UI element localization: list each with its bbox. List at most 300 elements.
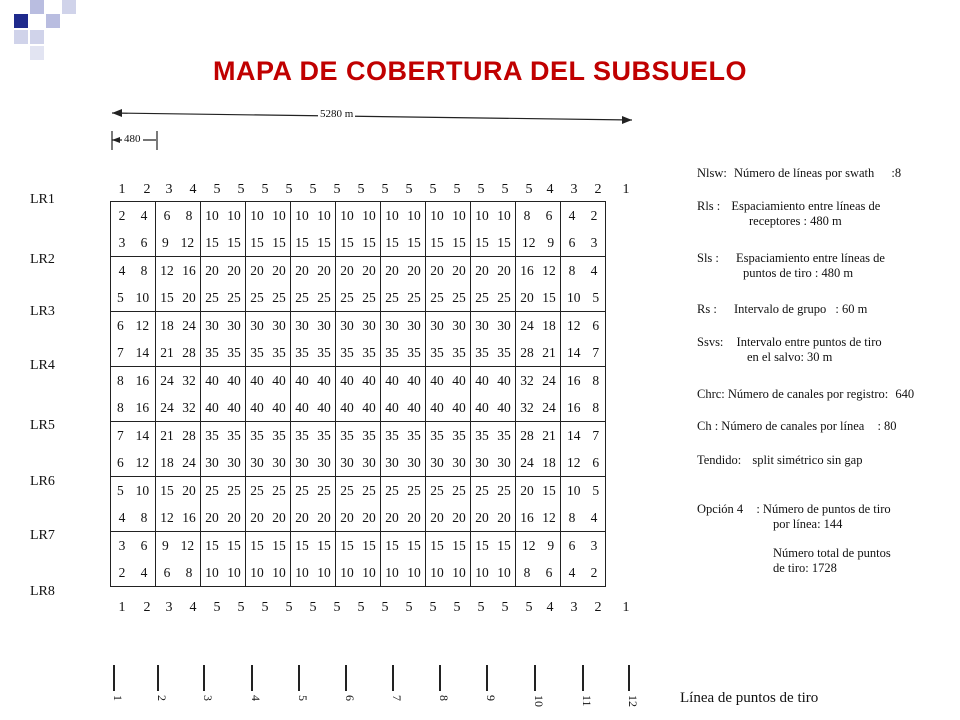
grid-cell [561, 477, 606, 532]
grid-cell [426, 477, 471, 532]
coverage-values: 4 2 [568, 565, 598, 580]
grid-cell [471, 422, 516, 477]
grid-row [111, 202, 606, 257]
legend-value: : 80 [877, 419, 897, 433]
coverage-values: 14 7 [566, 345, 600, 360]
edge-number: 5 [501, 600, 509, 615]
legend-text: Número de líneas por swath [734, 166, 875, 180]
coverage-values: 25 25 [205, 483, 241, 498]
receiver-line-label: LR7 [30, 528, 55, 543]
grid-cell [561, 312, 606, 367]
coverage-values: 32 24 [520, 400, 556, 415]
grid-cell [201, 202, 246, 257]
coverage-values: 18 24 [160, 318, 196, 333]
shot-line-number: 8 [437, 695, 451, 701]
shot-line-marker [113, 665, 127, 713]
coverage-values: 25 25 [295, 483, 331, 498]
coverage-values: 25 25 [385, 483, 421, 498]
legend-text: Chrc: Número de canales por registro: [697, 387, 889, 401]
coverage-values: 10 10 [385, 208, 421, 223]
legend-key: Rs : [697, 302, 717, 316]
shot-line-marker [157, 665, 171, 713]
legend-text: Espaciamiento entre líneas de [736, 251, 885, 265]
coverage-values: 9 12 [161, 235, 195, 250]
shot-line-marker [251, 665, 265, 713]
coverage-values: 40 40 [340, 400, 376, 415]
coverage-values: 35 35 [385, 428, 421, 443]
edge-number: 5 [261, 182, 269, 197]
coverage-values: 40 40 [385, 373, 421, 388]
legend-text: Número total de puntos [773, 546, 891, 560]
coverage-values: 20 20 [295, 263, 331, 278]
edge-number: 5 [429, 182, 437, 197]
coverage-values: 8 4 [568, 510, 598, 525]
edge-number: 1 [118, 182, 126, 197]
coverage-values: 28 21 [520, 428, 556, 443]
grid-cell [471, 257, 516, 312]
shot-line-marker [392, 665, 406, 713]
grid-cell [516, 202, 561, 257]
shot-line-number: 7 [390, 695, 404, 701]
shot-line-caption: Línea de puntos de tiro [680, 690, 819, 706]
receiver-line-label: LR1 [30, 192, 55, 207]
edge-number: 5 [381, 182, 389, 197]
coverage-values: 20 20 [340, 263, 376, 278]
grid-cell [381, 257, 426, 312]
edge-number: 5 [285, 600, 293, 615]
coverage-values: 15 15 [430, 538, 466, 553]
edge-number: 1 [622, 600, 630, 615]
legend-opcion [697, 502, 891, 576]
grid-cell [291, 477, 336, 532]
legend-text: split simétrico sin gap [752, 453, 863, 467]
edge-number: 2 [594, 600, 602, 615]
coverage-values: 7 14 [116, 345, 150, 360]
coverage-values: 15 15 [385, 235, 421, 250]
edge-number: 5 [477, 600, 485, 615]
coverage-values: 20 20 [205, 263, 241, 278]
coverage-values: 25 25 [250, 290, 286, 305]
coverage-values: 4 8 [118, 510, 148, 525]
coverage-values: 35 35 [475, 428, 511, 443]
edge-number: 3 [165, 182, 173, 197]
legend-ch [697, 419, 897, 434]
coverage-values: 15 15 [295, 235, 331, 250]
coverage-values: 40 40 [205, 400, 241, 415]
grid-cell [111, 532, 156, 587]
legend-value: : 60 m [835, 302, 868, 316]
edge-number: 4 [546, 600, 554, 615]
grid-cell [516, 477, 561, 532]
grid-cell [246, 202, 291, 257]
coverage-values: 20 20 [295, 510, 331, 525]
coverage-values: 30 30 [430, 455, 466, 470]
edge-number: 5 [237, 182, 245, 197]
coverage-values: 10 10 [205, 565, 241, 580]
edge-number: 5 [237, 600, 245, 615]
coverage-values: 30 30 [295, 318, 331, 333]
shot-line-marker [439, 665, 453, 713]
shot-line-marker [582, 665, 596, 713]
grid-cell [111, 477, 156, 532]
coverage-values: 35 35 [205, 345, 241, 360]
coverage-values: 35 35 [205, 428, 241, 443]
coverage-values: 5 10 [116, 483, 150, 498]
coverage-values: 8 16 [116, 373, 150, 388]
edge-number: 5 [357, 182, 365, 197]
shot-line-number: 5 [296, 695, 310, 701]
coverage-values: 12 9 [521, 235, 555, 250]
grid-cell [111, 257, 156, 312]
legend-rls [697, 199, 880, 229]
coverage-values: 16 12 [520, 263, 556, 278]
edge-number: 5 [525, 182, 533, 197]
coverage-values: 15 15 [340, 538, 376, 553]
coverage-values: 10 10 [340, 208, 376, 223]
coverage-values: 10 10 [475, 208, 511, 223]
coverage-values: 30 30 [340, 318, 376, 333]
coverage-values: 30 30 [295, 455, 331, 470]
grid-cell [201, 312, 246, 367]
coverage-values: 32 24 [520, 373, 556, 388]
grid-cell [516, 422, 561, 477]
legend-key: Sls : [697, 251, 719, 265]
legend-chrc [697, 387, 914, 402]
coverage-values: 40 40 [475, 373, 511, 388]
legend-rs [697, 302, 867, 317]
legend-text: de tiro: 1728 [773, 561, 837, 575]
grid-row [111, 532, 606, 587]
coverage-values: 40 40 [430, 400, 466, 415]
edge-number: 5 [333, 182, 341, 197]
coverage-values: 9 12 [161, 538, 195, 553]
page-title: MAPA DE COBERTURA DEL SUBSUELO [212, 56, 748, 86]
spacing-label: 480 [124, 133, 141, 145]
coverage-values: 20 20 [475, 263, 511, 278]
coverage-values: 10 5 [566, 290, 600, 305]
coverage-values: 25 25 [250, 483, 286, 498]
shot-line-number: 9 [484, 695, 498, 701]
coverage-values: 20 20 [250, 510, 286, 525]
coverage-values: 15 20 [160, 483, 196, 498]
grid-cell [201, 257, 246, 312]
coverage-values: 12 16 [160, 263, 196, 278]
legend-key: Rls : [697, 199, 721, 213]
shot-line-number: 1 [111, 695, 125, 701]
legend-value: 640 [895, 387, 915, 401]
coverage-values: 10 10 [295, 565, 331, 580]
coverage-values: 8 4 [568, 263, 598, 278]
coverage-values: 10 10 [205, 208, 241, 223]
coverage-values: 40 40 [205, 373, 241, 388]
legend-key: Ssvs: [697, 335, 724, 349]
edge-number: 3 [570, 182, 578, 197]
coverage-values: 20 20 [430, 510, 466, 525]
coverage-values: 15 15 [430, 235, 466, 250]
shot-line-number: 3 [201, 695, 215, 701]
coverage-values: 25 25 [475, 483, 511, 498]
grid-cell [201, 477, 246, 532]
receiver-line-label: LR8 [30, 584, 55, 599]
grid-cell [156, 422, 201, 477]
coverage-values: 5 10 [116, 290, 150, 305]
coverage-values: 8 6 [523, 565, 553, 580]
edge-number: 1 [118, 600, 126, 615]
coverage-values: 16 8 [566, 400, 600, 415]
coverage-values: 35 35 [250, 345, 286, 360]
grid-cell [336, 257, 381, 312]
coverage-values: 12 6 [566, 455, 600, 470]
coverage-values: 10 10 [430, 565, 466, 580]
receiver-line-label: LR6 [30, 474, 55, 489]
edge-number: 5 [501, 182, 509, 197]
grid-cell [291, 202, 336, 257]
coverage-values: 15 15 [250, 538, 286, 553]
grid-cell [381, 312, 426, 367]
edge-number: 2 [143, 600, 151, 615]
coverage-values: 25 25 [430, 483, 466, 498]
coverage-values: 25 25 [295, 290, 331, 305]
legend-key: Nlsw: [697, 166, 727, 180]
coverage-values: 20 20 [250, 263, 286, 278]
legend-nlsw [697, 166, 901, 181]
coverage-values: 40 40 [250, 373, 286, 388]
grid-cell [111, 422, 156, 477]
coverage-values: 35 35 [295, 428, 331, 443]
coverage-values: 2 4 [118, 208, 148, 223]
coverage-values: 10 10 [250, 208, 286, 223]
coverage-values: 30 30 [250, 318, 286, 333]
coverage-values: 24 32 [160, 373, 196, 388]
coverage-values: 12 9 [521, 538, 555, 553]
shot-line-number: 6 [343, 695, 357, 701]
edge-number: 5 [453, 182, 461, 197]
legend-text: por línea: 144 [773, 517, 843, 531]
shot-line-marker [345, 665, 359, 713]
coverage-values: 25 25 [430, 290, 466, 305]
coverage-values: 30 30 [430, 318, 466, 333]
grid-cell [561, 202, 606, 257]
grid-cell [201, 532, 246, 587]
edge-number: 5 [333, 600, 341, 615]
coverage-values: 15 15 [475, 235, 511, 250]
grid-cell [381, 202, 426, 257]
edge-number: 4 [189, 182, 197, 197]
grid-cell [291, 312, 336, 367]
grid-cell [561, 257, 606, 312]
grid-cell [336, 422, 381, 477]
grid-cell [156, 532, 201, 587]
legend-text: Intervalo de grupo [733, 302, 827, 316]
coverage-values: 10 10 [340, 565, 376, 580]
shot-line-number: 4 [249, 695, 263, 701]
grid-cell [111, 367, 156, 422]
coverage-values: 3 6 [118, 538, 148, 553]
coverage-values: 40 40 [430, 373, 466, 388]
grid-cell [381, 477, 426, 532]
coverage-values: 6 8 [163, 208, 193, 223]
coverage-values: 35 35 [430, 345, 466, 360]
coverage-values: 6 8 [163, 565, 193, 580]
grid-cell [291, 257, 336, 312]
coverage-values: 40 40 [295, 373, 331, 388]
coverage-values: 40 40 [340, 373, 376, 388]
coverage-values: 8 6 [523, 208, 553, 223]
edge-number: 5 [381, 600, 389, 615]
coverage-values: 30 30 [475, 318, 511, 333]
coverage-values: 4 8 [118, 263, 148, 278]
grid-cell [516, 532, 561, 587]
grid-cell [381, 367, 426, 422]
coverage-values: 20 20 [475, 510, 511, 525]
edge-number: 3 [165, 600, 173, 615]
coverage-values: 35 35 [430, 428, 466, 443]
coverage-values: 30 30 [205, 318, 241, 333]
grid-cell [336, 367, 381, 422]
edge-number: 5 [285, 182, 293, 197]
edge-number: 5 [477, 182, 485, 197]
edge-number: 5 [309, 182, 317, 197]
coverage-values: 10 10 [430, 208, 466, 223]
coverage-values: 8 16 [116, 400, 150, 415]
grid-cell [156, 312, 201, 367]
grid-cell [516, 257, 561, 312]
coverage-values: 25 25 [385, 290, 421, 305]
coverage-values: 6 3 [568, 235, 598, 250]
coverage-values: 15 15 [205, 235, 241, 250]
coverage-values: 15 15 [205, 538, 241, 553]
coverage-values: 30 30 [205, 455, 241, 470]
grid-cell [516, 367, 561, 422]
grid-cell [471, 202, 516, 257]
coverage-values: 30 30 [385, 455, 421, 470]
grid-cell [426, 202, 471, 257]
legend-sls [697, 251, 885, 281]
grid-cell [156, 257, 201, 312]
coverage-values: 10 10 [385, 565, 421, 580]
grid-cell [336, 202, 381, 257]
coverage-values: 20 15 [520, 290, 556, 305]
grid-cell [426, 257, 471, 312]
legend-value: :8 [891, 166, 902, 180]
coverage-values: 15 15 [340, 235, 376, 250]
coverage-values: 40 40 [250, 400, 286, 415]
grid-cell [471, 367, 516, 422]
coverage-values: 25 25 [340, 483, 376, 498]
edge-number: 5 [261, 600, 269, 615]
legend-text: puntos de tiro : 480 m [743, 266, 854, 280]
grid-cell [201, 422, 246, 477]
coverage-values: 6 12 [116, 318, 150, 333]
shot-line-number: 11 [580, 695, 594, 707]
coverage-values: 10 10 [295, 208, 331, 223]
coverage-values: 35 35 [295, 345, 331, 360]
grid-cell [381, 532, 426, 587]
grid-cell [246, 367, 291, 422]
coverage-values: 7 14 [116, 428, 150, 443]
grid-row [111, 477, 606, 532]
coverage-values: 30 30 [340, 455, 376, 470]
grid-cell [381, 422, 426, 477]
edge-number: 3 [570, 600, 578, 615]
grid-cell [426, 532, 471, 587]
coverage-values: 15 15 [295, 538, 331, 553]
grid-row [111, 312, 606, 367]
coverage-values: 16 12 [520, 510, 556, 525]
coverage-values: 35 35 [340, 428, 376, 443]
grid-cell [471, 477, 516, 532]
coverage-values: 20 20 [430, 263, 466, 278]
grid-cell [111, 312, 156, 367]
coverage-values: 16 8 [566, 373, 600, 388]
grid-cell [426, 312, 471, 367]
legend-ssvs [697, 335, 882, 365]
coverage-values: 35 35 [385, 345, 421, 360]
grid-cell [156, 367, 201, 422]
coverage-values: 15 15 [385, 538, 421, 553]
coverage-values: 21 28 [160, 345, 196, 360]
coverage-values: 3 6 [118, 235, 148, 250]
coverage-values: 12 16 [160, 510, 196, 525]
grid-row [111, 257, 606, 312]
grid-cell [246, 477, 291, 532]
grid-cell [561, 367, 606, 422]
grid-cell [336, 312, 381, 367]
edge-number: 5 [213, 600, 221, 615]
receiver-line-label: LR3 [30, 304, 55, 319]
coverage-values: 25 25 [475, 290, 511, 305]
coverage-values: 30 30 [250, 455, 286, 470]
bottom-edge-numbers [110, 600, 640, 618]
legend-text: receptores : 480 m [749, 214, 842, 228]
top-edge-numbers [110, 182, 640, 200]
grid-cell [561, 422, 606, 477]
grid-cell [336, 477, 381, 532]
grid-cell [336, 532, 381, 587]
coverage-values: 14 7 [566, 428, 600, 443]
grid-cell [291, 367, 336, 422]
grid-cell [471, 532, 516, 587]
shot-line-marker [534, 665, 548, 713]
legend-tendido [697, 453, 862, 468]
shot-line-marker [203, 665, 217, 713]
coverage-values: 4 2 [568, 208, 598, 223]
edge-number: 5 [309, 600, 317, 615]
edge-number: 2 [594, 182, 602, 197]
grid-row [111, 367, 606, 422]
grid-cell [471, 312, 516, 367]
shot-line-marker [298, 665, 312, 713]
coverage-values: 15 15 [475, 538, 511, 553]
grid-cell [246, 422, 291, 477]
grid-cell [426, 422, 471, 477]
edge-number: 1 [622, 182, 630, 197]
coverage-values: 10 10 [475, 565, 511, 580]
grid-cell [516, 312, 561, 367]
grid-cell [201, 367, 246, 422]
grid-cell [291, 422, 336, 477]
coverage-values: 2 4 [118, 565, 148, 580]
edge-number: 5 [357, 600, 365, 615]
coverage-values: 20 20 [385, 510, 421, 525]
coverage-values: 35 35 [340, 345, 376, 360]
grid-cell [246, 532, 291, 587]
coverage-values: 10 10 [250, 565, 286, 580]
legend-key: Tendido: [697, 453, 742, 467]
coverage-values: 24 18 [520, 318, 556, 333]
coverage-values: 6 3 [568, 538, 598, 553]
edge-number: 5 [453, 600, 461, 615]
